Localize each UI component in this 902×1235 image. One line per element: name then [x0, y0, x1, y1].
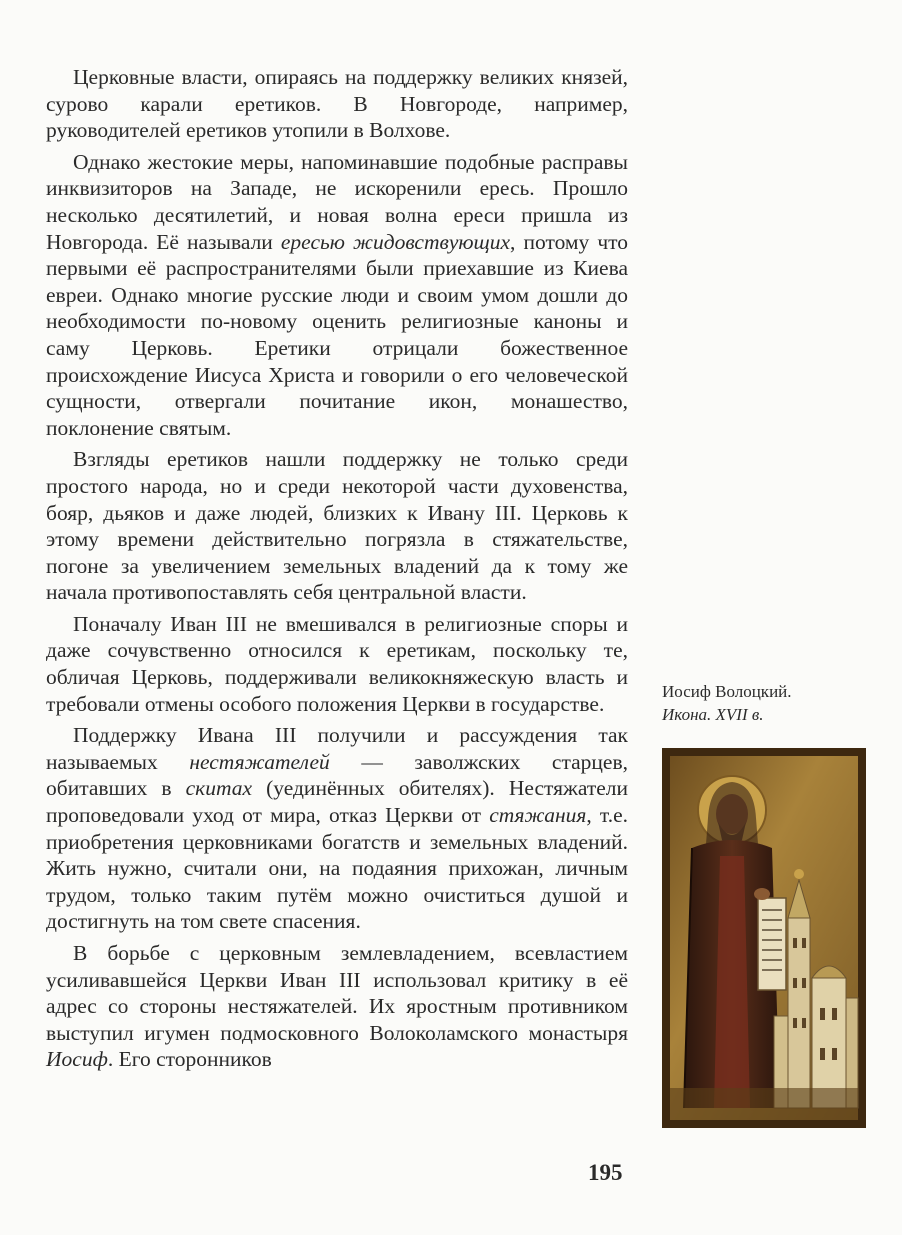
- paragraph-1: [46, 64, 628, 144]
- italic-term: ересью жидовствующих: [280, 229, 511, 254]
- text-segment: Поддержку Ивана III получили и рассуждения так называемых: [46, 723, 628, 774]
- text-segment: Однако жестокие меры, напоминавшие подобные расправы инквизиторов на Западе, не искоренили ересь. Прошло несколько десятилетий, и новая волна ереси пришла из Новгорода. Её называли: [46, 149, 628, 254]
- caption-name: Иосиф Волоцкий.: [662, 682, 792, 701]
- text-segment: (уединённых обителях). Нестяжатели проповедовали уход от мира, отказ Церкви от: [46, 776, 628, 828]
- paragraph-6: [46, 940, 628, 1073]
- paragraph-3: [46, 446, 628, 606]
- icon-image-joseph-volotsky: [662, 748, 866, 1128]
- text-segment: , потому что первыми её распространителями были приехавшие из Киева евреи. Однако многие русские люди и своим умом дошли до необходимости по-новому оценить религиозные каноны и саму Церковь. Еретики отрицали божественное происхождение Иисуса Христа и говорили о его человеческой сущности, отвергали почитание икон, монашество, поклонение святым.: [46, 229, 628, 440]
- text-segment: Церковные власти, опираясь на поддержку великих князей, сурово карали еретиков. В Новгороде, например, руководителей еретиков утопили в Волхове.: [46, 65, 628, 143]
- figure-caption: [662, 680, 882, 726]
- text-segment: , т.е. приобретения церковниками богатств и земельных владений. Жить нужно, считали они, на подаяния прихожан, личным трудом, только таким путём можно очиститься душой и достигнуть на том свете спасения.: [46, 803, 629, 934]
- page-number: 195: [588, 1160, 623, 1185]
- italic-term: нестяжателей: [189, 749, 330, 774]
- caption-detail: Икона. XVII в.: [662, 705, 764, 724]
- text-segment: — заволжских старцев, обитавших в: [46, 749, 628, 801]
- paragraph-4: [46, 611, 628, 717]
- italic-term: стяжания: [489, 803, 587, 828]
- italic-term: скитах: [185, 776, 253, 801]
- scroll: [758, 898, 786, 990]
- icon-ground: [670, 1088, 858, 1120]
- italic-term: Иосиф: [46, 1047, 108, 1072]
- paragraph-2: [46, 149, 628, 442]
- text-segment: В борьбе с церковным землевладением, всевластием усиливавшейся Церкви Иван III использовал критику в её адрес со стороны нестяжателей. Их яростным противником выступил игумен подмосковного Волоколамского монастыря: [46, 941, 628, 1045]
- text-segment: Взгляды еретиков нашли поддержку не только среди простого народа, но и среди некоторой части духовенства, бояр, дьяков и даже людей, близких к Ивану III. Церковь к этому времени действительно погрязла в стяжательстве, погоне за увеличением земельных владений да к тому же начала противопоставлять себя центральной власти.: [46, 447, 628, 605]
- main-text-column: [46, 64, 628, 1078]
- text-segment: . Его сторонников: [107, 1047, 272, 1072]
- paragraph-5: [46, 722, 628, 935]
- saint-stole: [714, 856, 750, 1108]
- text-segment: Поначалу Иван III не вмешивался в религиозные споры и даже сочувственно относился к еретикам, поскольку те, обличая Церковь, поддерживали великокняжескую власть и требовали отмены особого положения Церкви в государстве.: [46, 611, 628, 716]
